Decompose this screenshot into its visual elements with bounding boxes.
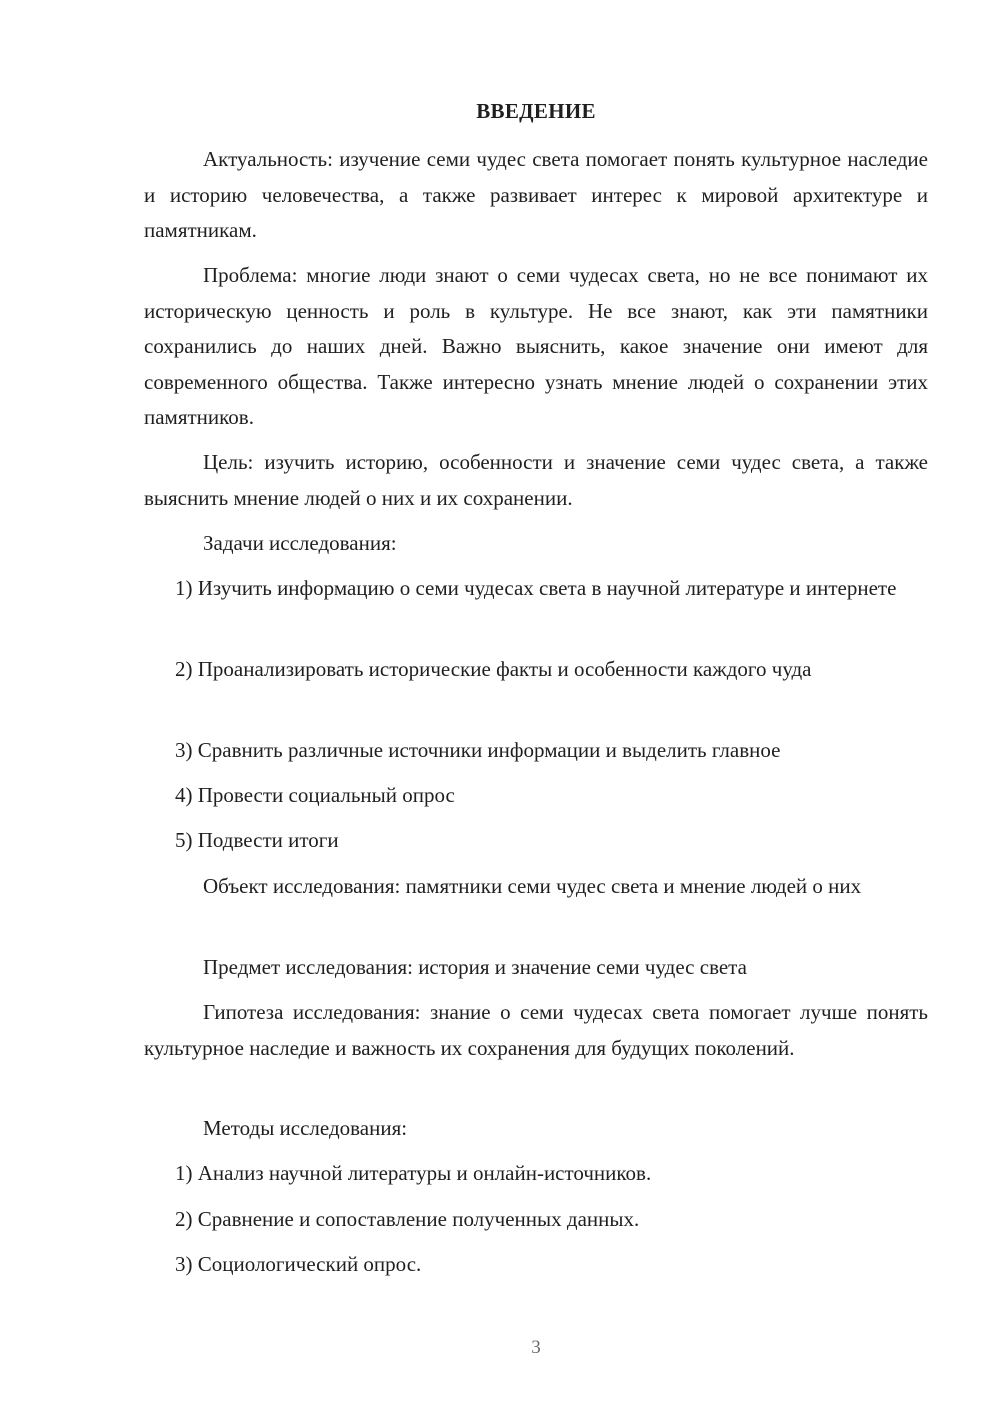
page-number: 3 [531, 1337, 541, 1358]
task-item: 4) Провести социальный опрос [175, 783, 455, 807]
page-title: ВВЕДЕНИЕ [476, 99, 596, 123]
subject-paragraph: Предмет исследования: история и значение семи чудес света [203, 955, 747, 979]
task-item: 3) Сравнить различные источники информации и выделить главное [175, 738, 781, 762]
hypothesis-paragraph: Гипотеза исследования: знание о семи чудесах света помогает лучше понять культурное наследие и важность их сохранения для будущих поколений. [144, 1000, 928, 1060]
problem-paragraph: Проблема: многие люди знают о семи чудесах света, но не все понимают их историческую ценность и роль в культуре. Не все знают, как эти памятники сохранились до наших дней. Важно выяснить, какое значение они имеют для современного общества. Также интересно узнать мнение людей о сохранении этих памятников. [144, 263, 928, 429]
relevance-paragraph: Актуальность: изучение семи чудес света помогает понять культурное наследие и историю человечества, а также развивает интерес к мировой архитектуре и памятникам. [144, 147, 928, 242]
task-item: 1) Изучить информацию о семи чудесах света в научной литературе и интернете [175, 576, 897, 600]
method-item: 1) Анализ научной литературы и онлайн-источников. [175, 1161, 652, 1185]
tasks-heading: Задачи исследования: [203, 531, 397, 555]
task-item: 2) Проанализировать исторические факты и особенности каждого чуда [175, 657, 812, 681]
methods-heading: Методы исследования: [203, 1116, 408, 1140]
task-item: 5) Подвести итоги [175, 828, 339, 852]
method-item: 3) Социологический опрос. [175, 1252, 422, 1276]
goal-paragraph: Цель: изучить историю, особенности и значение семи чудес света, а также выяснить мнение людей о них и их сохранении. [144, 450, 928, 510]
method-item: 2) Сравнение и сопоставление полученных данных. [175, 1207, 640, 1231]
object-paragraph: Объект исследования: памятники семи чудес света и мнение людей о них [203, 874, 862, 898]
